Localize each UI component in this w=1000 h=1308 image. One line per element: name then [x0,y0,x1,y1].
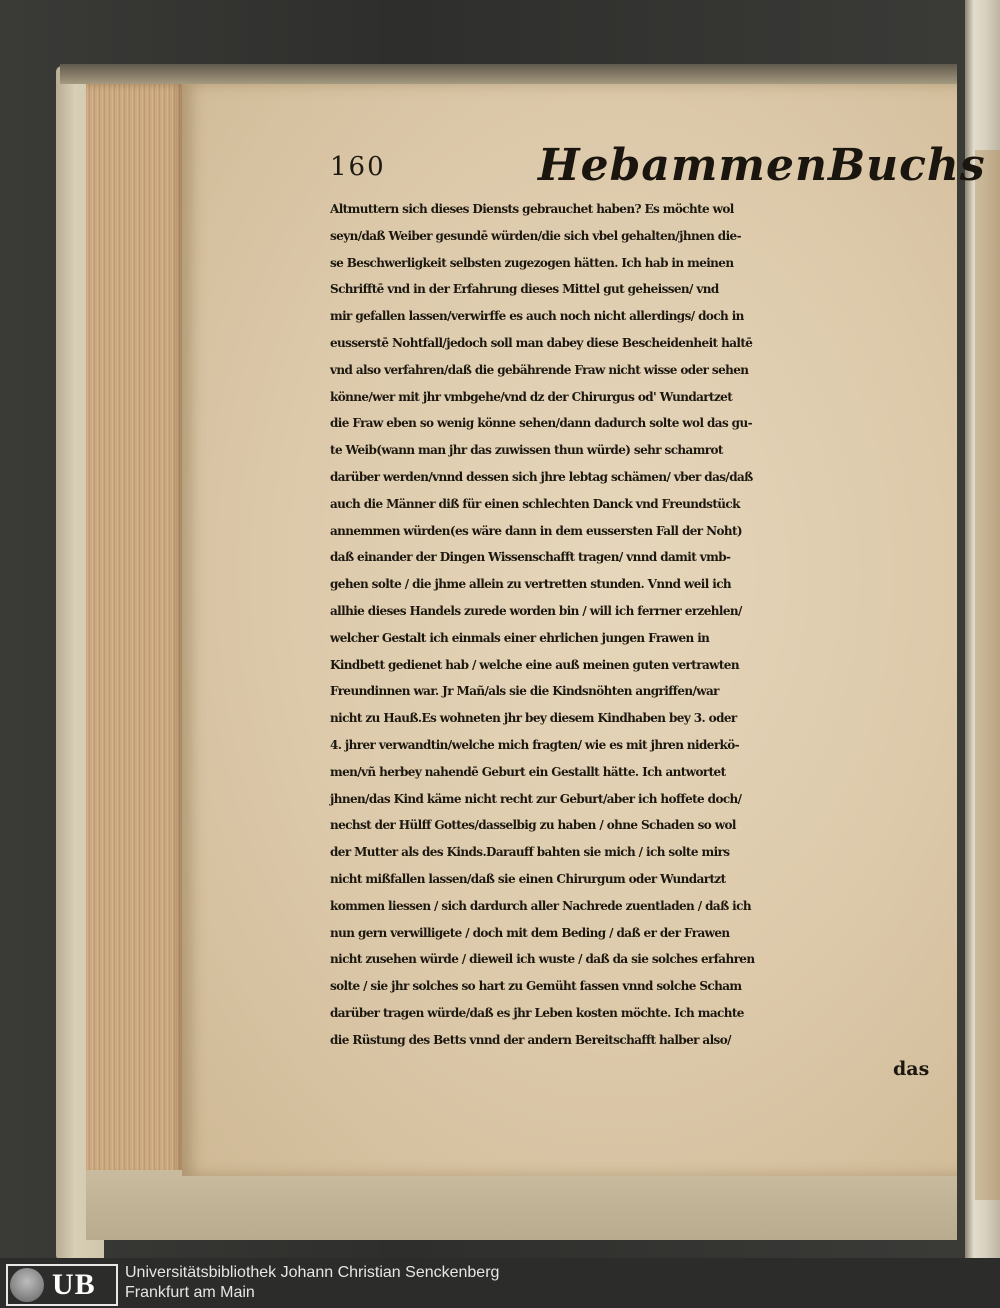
library-footer [0,1258,1000,1308]
text-line: annemmen würden(es wäre dann in dem eussersten Fall der Noht) [330,523,743,538]
logo-text: UB [52,1268,96,1301]
page-edges [86,84,184,1176]
running-head: HebammenBuchs [538,140,986,191]
text-line: se Beschwerligkeit selbsten zugezogen hätten. Ich hab in meinen [330,255,734,270]
text-line: nicht mißfallen lassen/daß sie einen Chirurgum oder Wundartzt [330,871,726,886]
body-text [330,196,940,1054]
text-line: nicht zusehen würde / dieweil ich wuste / daß da sie solches erfahren [330,952,755,967]
text-line: Schrifftē vnd in der Erfahrung dieses Mittel gut geheissen/ vnd [330,282,719,297]
cover-top-edge [60,64,965,84]
library-city: Frankfurt am Main [125,1284,255,1301]
text-line: men/vñ herbey nahendē Geburt ein Gestallt hätte. Ich antwortet [330,764,726,779]
text-line: könne/wer mit jhr vmbgehe/vnd dz der Chirurgus od' Wundartzet [330,389,733,404]
text-line: Freundinnen war. Jr Mañ/als sie die Kindsnöhten angriffen/war [330,684,719,699]
text-line: die Fraw eben so wenig könne sehen/dann dadurch solte wol das gu- [330,416,752,431]
text-line: nun gern verwilligete / doch mit dem Beding / daß er der Frawen [330,925,730,940]
facing-page-fold [975,150,1000,1200]
text-line: vnd also verfahren/daß die gebährende Fraw nicht wisse oder sehen [330,362,749,377]
text-line: der Mutter als des Kinds.Darauff bahten sie mich / ich solte mirs [330,845,730,860]
text-line: te Weib(wann man jhr das zuwissen thun würde) sehr schamrot [330,443,723,458]
text-line: 4. jhrer verwandtin/welche mich fragten/ wie es mit jhren niderkö- [330,737,740,752]
text-line: nechst der Hülff Gottes/dasselbig zu haben / ohne Schaden so wol [330,818,736,833]
text-line: Altmuttern sich dieses Diensts gebrauchet haben? Es möchte wol [330,202,734,216]
seal-icon [10,1268,44,1302]
text-line: mir gefallen lassen/verwirffe es auch noch nicht allerdings/ doch in [330,309,744,324]
page-number: 160 [330,152,386,182]
text-line: darüber werden/vnnd dessen sich jhre lebtag schämen/ vber das/daß [330,469,753,484]
text-line: gehen solte / die jhme allein zu vertretten stunden. Vnnd weil ich [330,577,732,592]
library-name: Universitätsbibliothek Johann Christian Senckenberg [125,1264,500,1281]
text-line: nicht zu Hauß.Es wohneten jhr bey diesem Kindhaben bey 3. oder [330,711,737,726]
text-line: eusserstē Nohtfall/jedoch soll man dabey diese Bescheidenheit haltē [330,335,753,350]
text-line: solte / sie jhr solches so hart zu Gemüht fassen vnnd solche Scham [330,979,742,994]
text-line: die Rüstung des Betts vnnd der andern Bereitschafft halber also/ [330,1032,731,1047]
text-line: kommen liessen / sich dardurch aller Nachrede zuentladen / daß ich [330,898,751,913]
library-logo[interactable] [6,1264,118,1306]
text-line: seyn/daß Weiber gesundē würden/die sich vbel gehalten/jhnen die- [330,228,741,243]
text-line: allhie dieses Handels zurede worden bin / will ich ferrner erzehlen/ [330,603,742,618]
text-line: darüber tragen würde/daß es jhr Leben kosten möchte. Ich machte [330,1005,744,1020]
text-line: welcher Gestalt ich einmals einer ehrlichen jungen Frawen in [330,630,710,645]
text-line: Kindbett gedienet hab / welche eine auß meinen guten vertrawten [330,657,739,672]
text-line: daß einander der Dingen Wissenschafft tragen/ vnnd damit vmb- [330,550,731,565]
catchword: das [893,1058,930,1080]
text-line: jhnen/das Kind käme nicht recht zur Geburt/aber ich hoffete doch/ [330,791,742,806]
cover-bottom-edge [86,1170,976,1240]
text-line: auch die Männer diß für einen schlechten Danck vnd Freundstück [330,496,740,511]
